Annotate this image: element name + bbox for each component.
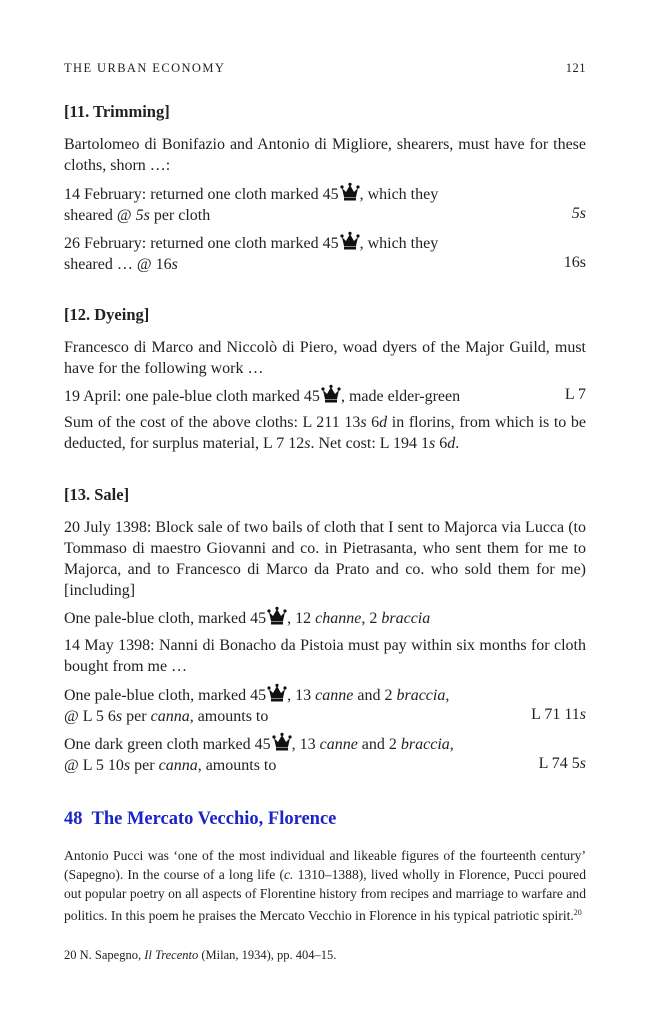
chapter-number: 48 — [64, 809, 83, 829]
sale-entry-1: One pale-blue cloth, marked 45 , 13 canne and 2 braccia, @ L 5 6s per canna, amounts to L 71 11s — [64, 683, 586, 727]
dyeing-sum: Sum of the cost of the above cloths: L 211 13s 6d in florins, from which is to be deducted, for surplus material, L 7 12s. Net cost: L 194 1s 6d. — [64, 414, 587, 452]
trimming-entry-2-amount: 16s — [563, 254, 586, 271]
chapter-heading — [64, 809, 336, 830]
trimming-entry-1-amount: 5s — [571, 205, 586, 222]
section-heading-sale: [13. Sale] — [64, 485, 130, 504]
section-heading-trimming: [11. Trimming] — [64, 102, 170, 121]
crown-mark-icon — [340, 231, 360, 251]
section-heading-dyeing: [12. Dyeing] — [64, 305, 150, 324]
sale-line-1: One pale-blue cloth, marked 45 , 12 channe, 2 braccia — [64, 606, 586, 629]
chapter-title: The Mercato Vecchio, Florence — [91, 809, 337, 829]
running-title: THE URBAN ECONOMY — [64, 61, 226, 75]
crown-mark-icon — [272, 732, 292, 752]
sale-entry-2: One dark green cloth marked 45 , 13 canne and 2 braccia, @ L 5 10s per canna, amounts to L 74 5s — [64, 732, 586, 776]
page-number: 121 — [565, 61, 586, 75]
sale-entry-1-amount: L 71 11s — [531, 706, 586, 723]
dyeing-intro: Francesco di Marco and Niccolò di Piero, woad dyers of the Major Guild, must have for the following work … — [64, 339, 586, 377]
sale-paragraph-1: 20 July 1398: Block sale of two bails of cloth that I sent to Majorca via Lucca (to Tommaso di maestro Giovanni and co. in Pietrasanta, who sent them for me to Majorca, and to Francesco di Marco da Prato and co. who sold them for me) [including] — [64, 519, 586, 599]
sale-paragraph-2: 14 May 1398: Nanni di Bonacho da Pistoia must pay within six months for cloth bought from me … — [64, 637, 586, 675]
dyeing-entry-1-amount: L 7 — [564, 386, 586, 403]
dyeing-entry-1: 19 April: one pale-blue cloth marked 45 , made elder-green L 7 — [64, 386, 586, 405]
trimming-entry-1: 14 February: returned one cloth marked 45 , which they sheared @ 5s per cloth 5s — [64, 182, 586, 226]
trimming-entry-2: 26 February: returned one cloth marked 45 , which they sheared … @ 16s 16s — [64, 231, 586, 275]
sale-entry-2-amount: L 74 5s — [538, 755, 586, 772]
crown-mark-icon — [267, 606, 287, 626]
crown-mark-icon — [321, 384, 341, 404]
crown-mark-icon — [267, 683, 287, 703]
chapter-intro: Antonio Pucci was ‘one of the most individual and likeable figures of the fourteenth century’ (Sapegno). In the course of a long life (c. 1310–1388), lived wholly in Florence, Pucci poured out popular poetry on all aspects of Florentine history from recipes and marriage to warfare and politics. In this poem he praises the Mercato Vecchio in Florence in his typical patriotic spirit.$^{20}$ — [64, 848, 586, 923]
crown-mark-icon — [340, 182, 360, 202]
footnote: 20 N. Sapegno, Il Trecento (Milan, 1934), pp. 404–15. — [64, 948, 337, 962]
footnote-reference: 20 — [573, 908, 582, 917]
trimming-intro: Bartolomeo di Bonifazio and Antonio di Migliore, shearers, must have for these cloths, shorn …: — [64, 136, 586, 174]
running-head — [64, 61, 586, 79]
